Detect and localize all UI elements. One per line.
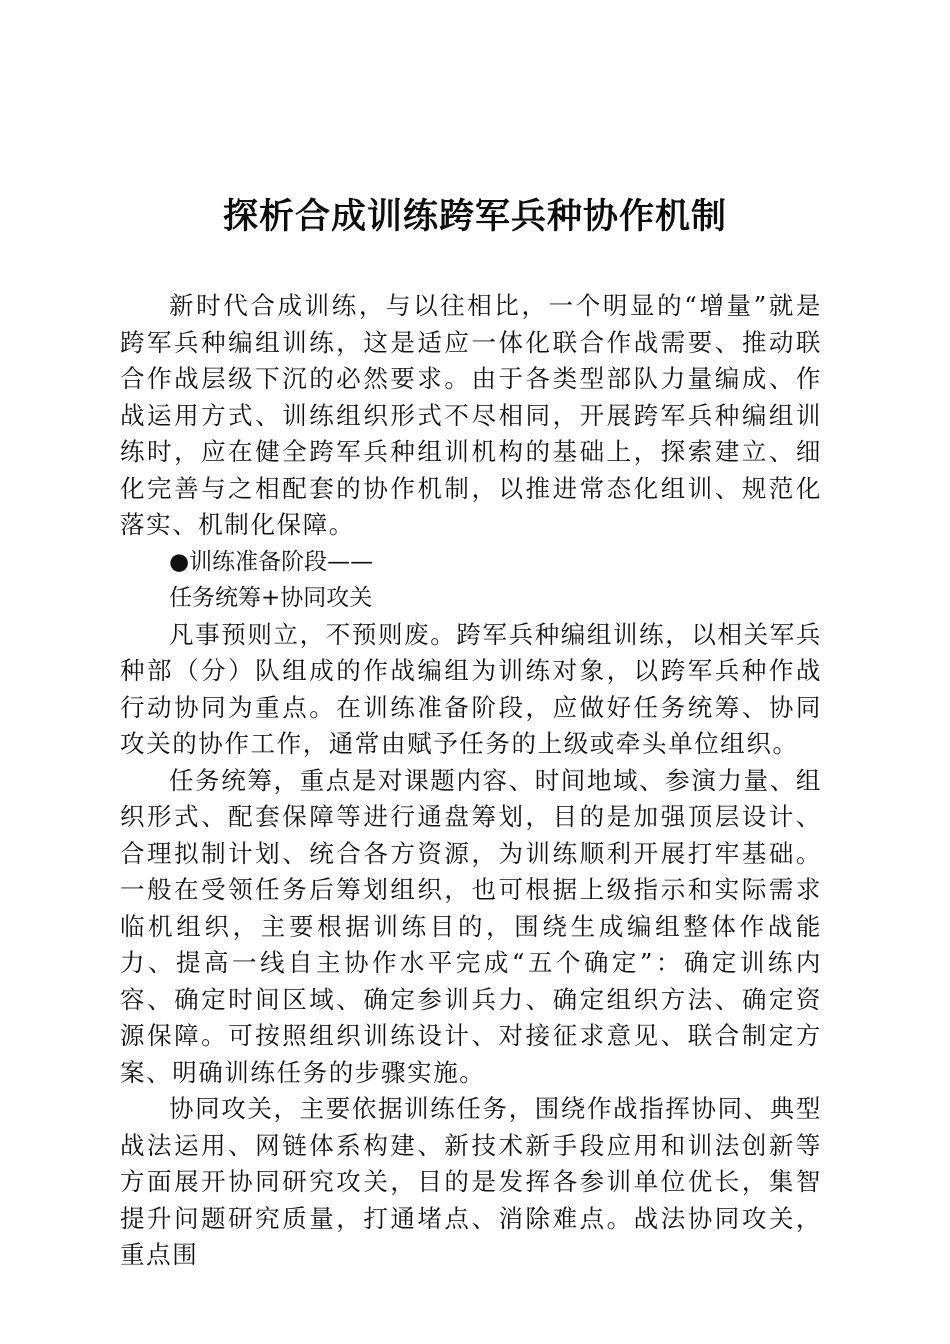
section-heading-line-1: ●训练准备阶段—— xyxy=(169,548,374,575)
section-paragraph-2: 任务统筹，重点是对课题内容、时间地域、参演力量、组织形式、配套保障等进行通盘筹划，目的是加强顶层设计、合理拟制计划、统合各方资源，为训练顺利开展打牢基础。一般在受领任务后筹划组织，也可根据上级指示和实际需求临机组织，主要根据训练目的，围绕生成编组整体作战能力、提高一线自主协作水平完成“五个确定”：确定训练内容、确定时间区域、确定参训兵力、确定组织方法、确定资源保障。可按照组织训练设计、对接征求意见、联合制定方案、明确训练任务的步骤实施。 xyxy=(120,765,822,1087)
intro-paragraph: 新时代合成训练，与以往相比，一个明显的“增量”就是跨军兵种编组训练，这是适应一体化联合作战需要、推动联合作战层级下沉的必然要求。由于各类型部队力量编成、作战运用方式、训练组织形式不尽相同，开展跨军兵种编组训练时，应在健全跨军兵种组训机构的基础上，探索建立、细化完善与之相配套的协作机制，以推进常态化组训、规范化落实、机制化保障。 xyxy=(120,291,822,539)
document-title: 探析合成训练跨军兵种协作机制 xyxy=(222,196,727,237)
section-paragraph-1: 凡事预则立，不预则废。跨军兵种编组训练，以相关军兵种部（分）队组成的作战编组为训练对象，以跨军兵种作战行动协同为重点。在训练准备阶段，应做好任务统筹、协同攻关的协作工作，通常由赋予任务的上级或牵头单位组织。 xyxy=(120,619,822,758)
section-paragraph-3: 协同攻关，主要依据训练任务，围绕作战指挥协同、典型战法运用、网链体系构建、新技术新手段应用和训法创新等方面展开协同研究攻关，目的是发挥各参训单位优长，集智提升问题研究质量，打通堵点、消除难点。战法协同攻关，重点围 xyxy=(120,1094,822,1269)
document-body xyxy=(120,288,822,1274)
section-heading-line-2: 任务统筹+协同攻关 xyxy=(169,585,373,611)
